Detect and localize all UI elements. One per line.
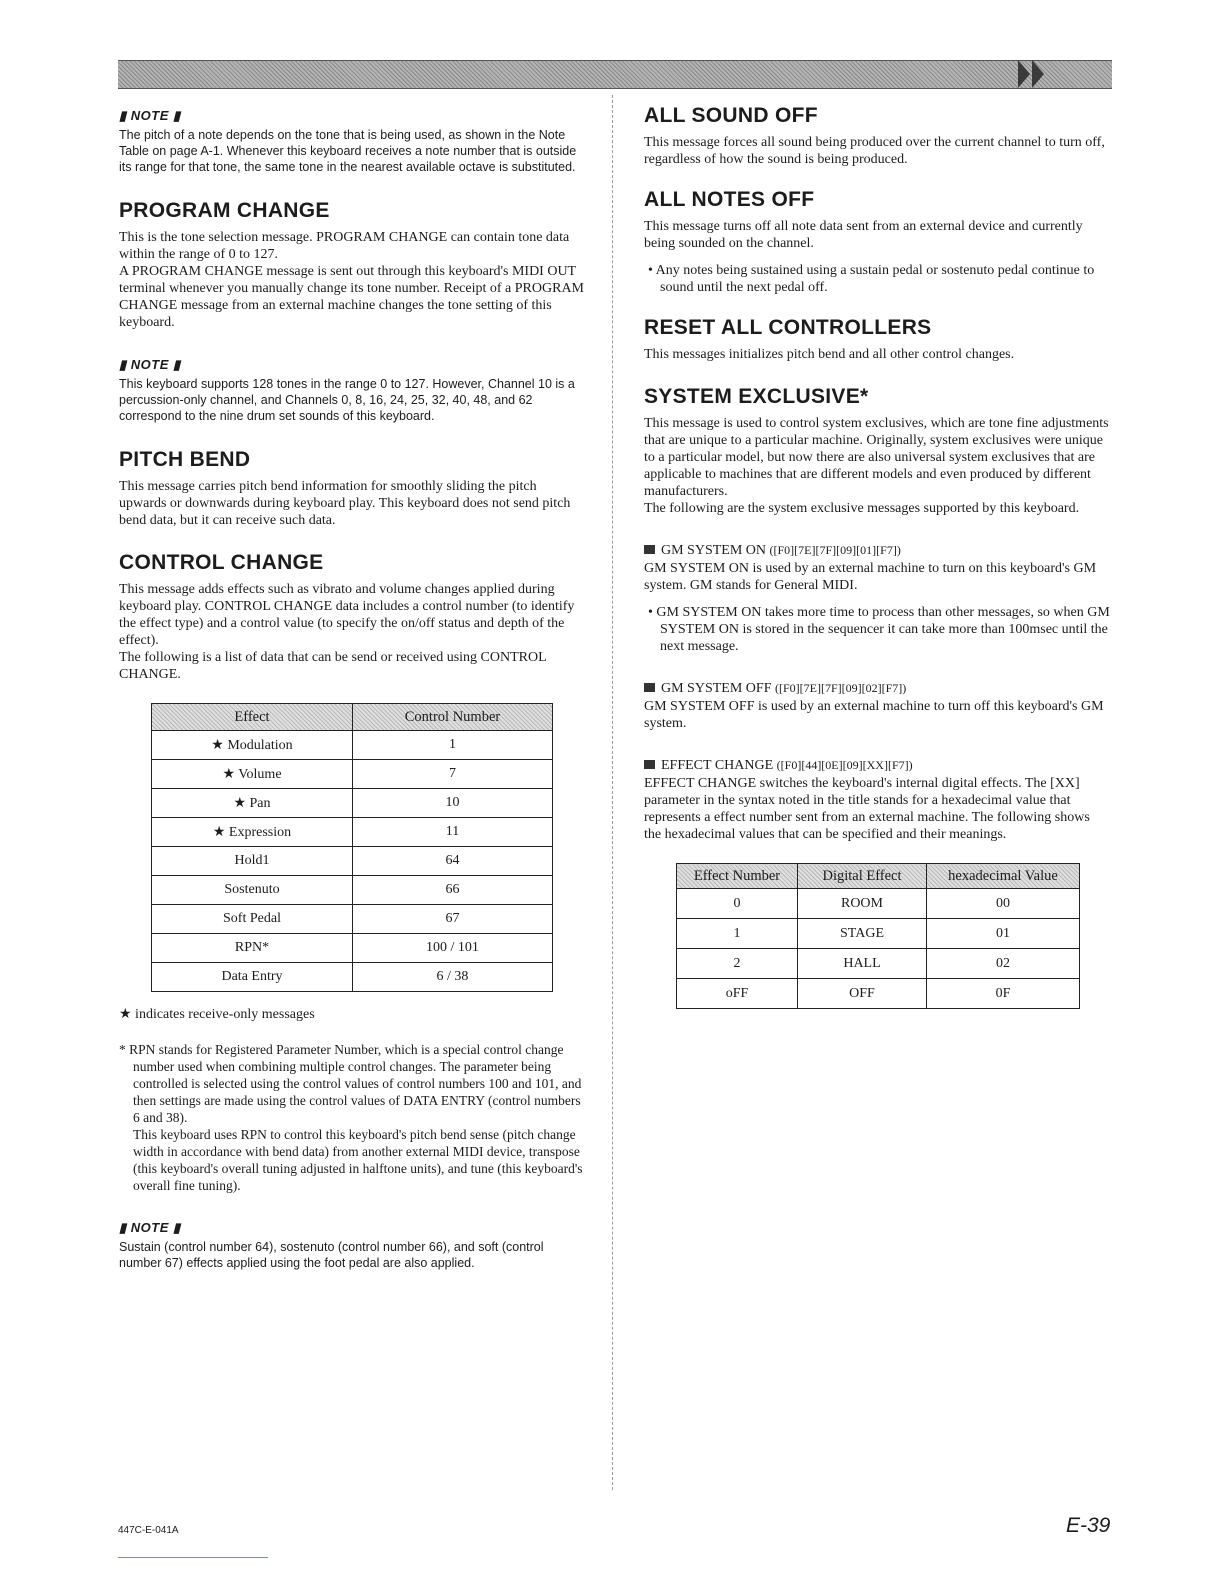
section-title-all-sound-off: ALL SOUND OFF [644,104,818,127]
banner-arrow-icon [1018,60,1030,88]
paragraph: This message is used to control system exclusives, which are tone fine adjustments that are unique to a particular machine. Originally, system exclusives were unique to a particular model, but now there are also universal system exclusives that are applicable to machines that are different models and even produced by different manufacturers. [644,416,1109,499]
table-header-row [677,864,1080,889]
table-cell: 7 [353,760,553,789]
table-cell: 2 [677,949,798,979]
page-number: E-39 [1066,1514,1111,1537]
table-row [677,889,1080,919]
note-icon: ▮ [119,357,131,372]
table-cell: 67 [353,905,553,934]
table-cell: 1 [353,731,553,760]
table-cell: Data Entry [152,963,353,992]
table-cell: RPN* [152,934,353,963]
section-title-all-notes-off: ALL NOTES OFF [644,188,815,211]
receive-only-legend: ★ indicates receive-only messages [119,1007,315,1022]
document-code: 447C-E-041A [118,1525,179,1536]
table-cell: ★ Volume [152,760,353,789]
section-title-program-change: PROGRAM CHANGE [119,199,330,222]
table-row [677,979,1080,1009]
paragraph: This messages initializes pitch bend and all other control changes. [644,347,1015,362]
table-header-digital-effect: Digital Effect [798,864,927,889]
section-title-reset-all-controllers: RESET ALL CONTROLLERS [644,316,932,339]
note-heading: NOTE [130,1220,169,1235]
table-cell: Sostenuto [152,876,353,905]
left-column [119,100,584,1271]
table-header-effect: Effect [152,704,353,731]
right-column [644,100,1110,1009]
table-cell: 01 [927,919,1080,949]
bullet-item: • GM SYSTEM ON takes more time to process than other messages, so when GM SYSTEM ON is stored in the sequencer it can take more than 100msec until the next message. [648,605,1110,654]
table-cell: 00 [927,889,1080,919]
paragraph: This message turns off all note data sent from an external device and currently being sounded on the channel. [644,219,1083,251]
table-cell: 66 [353,876,553,905]
paragraph: A PROGRAM CHANGE message is sent out through this keyboard's MIDI OUT terminal whenever you manually change its tone number. Receipt of a PROGRAM CHANGE message from an external machine changes the tone setting of this keyboard. [119,264,585,330]
message-code: ([F0][44][0E][09][XX][F7]) [776,758,913,772]
table-cell: 64 [353,847,553,876]
note-block: ▮ NOTE ▮ This keyboard supports 128 tones in the range 0 to 127. However, Channel 10 is a percussion-only channel, and Channels 0, 8, 16, 24, 25, 32, 40, 48, and 62 correspond to the nine drum set sounds of this keyboard. [119,357,584,424]
note-icon: ▮ [119,1220,131,1235]
note-text: Sustain (control number 64), sostenuto (control number 66), and soft (control number 67) effects applied using the foot pedal are also applied. [119,1240,544,1270]
table-header-row [152,704,553,731]
table-cell: 0 [677,889,798,919]
table-row [152,847,553,876]
table-cell: 6 / 38 [353,963,553,992]
table-cell: 02 [927,949,1080,979]
table-row [677,919,1080,949]
table-cell: Hold1 [152,847,353,876]
table-cell: 11 [353,818,553,847]
table-row [152,731,553,760]
footer-rule [118,1557,268,1558]
table-cell: ROOM [798,889,927,919]
table-header-hex-value: hexadecimal Value [927,864,1080,889]
paragraph: GM SYSTEM ON is used by an external machine to turn on this keyboard's GM system. GM stands for General MIDI. [644,561,1097,593]
bullet-item: • Any notes being sustained using a sustain pedal or sostenuto pedal continue to sound until the next pedal off. [648,263,1095,295]
paragraph: This is the tone selection message. PROGRAM CHANGE can contain tone data within the range of 0 to 127. [119,230,570,262]
table-cell: ★ Expression [152,818,353,847]
paragraph: This message carries pitch bend information for smoothly sliding the pitch upwards or downwards during keyboard play. This keyboard does not send pitch bend data, but it can receive such data. [119,479,571,528]
control-number-table [151,703,553,992]
effect-value-table [676,863,1080,1009]
table-header-effect-number: Effect Number [677,864,798,889]
table-cell: STAGE [798,919,927,949]
note-text: This keyboard supports 128 tones in the range 0 to 127. However, Channel 10 is a percussion-only channel, and Channels 0, 8, 16, 24, 25, 32, 40, 48, and 62 correspond to the nine drum set sounds of this keyboard. [119,377,575,423]
table-cell: ★ Pan [152,789,353,818]
paragraph: EFFECT CHANGE switches the keyboard's internal digital effects. The [XX] parameter in the syntax noted in the title stands for a hexadecimal value that represents a effect number sent from an external machine. The following shows the hexadecimal values that can be specified and their meanings. [644,776,1090,842]
table-row [152,818,553,847]
rpn-footnote-continued: This keyboard uses RPN to control this keyboard's pitch bend sense (pitch change width in accordance with bend data) from another external MIDI device, transpose (this keyboard's overall tuning adjusted in halftone units), and tune (this keyboard's overall fine tuning). [133,1127,583,1193]
message-code: ([F0][7E][7F][09][02][F7]) [774,681,907,695]
paragraph: The following is a list of data that can be send or received using CONTROL CHANGE. [119,650,547,682]
note-block: ▮ NOTE ▮ Sustain (control number 64), sostenuto (control number 66), and soft (control number 67) effects applied using the foot pedal are also applied. [119,1220,584,1271]
column-divider [612,95,613,1490]
note-text: The pitch of a note depends on the tone that is being used, as shown in the Note Table on page A-1. Whenever this keyboard receives a note number that is outside its range for that tone, the same tone in the nearest available octave is substituted. [119,128,577,174]
square-bullet-icon [644,760,655,769]
table-row [152,760,553,789]
table-cell: 10 [353,789,553,818]
table-row [152,963,553,992]
note-heading: NOTE [130,357,169,372]
square-bullet-icon [644,545,655,554]
table-row [152,905,553,934]
table-cell: oFF [677,979,798,1009]
table-cell: OFF [798,979,927,1009]
table-row [152,789,553,818]
table-row [152,934,553,963]
paragraph: The following are the system exclusive messages supported by this keyboard. [644,501,1080,516]
section-title-pitch-bend: PITCH BEND [119,448,251,471]
message-code: ([F0][7E][7F][09][01][F7]) [769,543,901,557]
table-cell: ★ Modulation [152,731,353,760]
section-title-system-exclusive: SYSTEM EXCLUSIVE* [644,385,869,408]
table-row [677,949,1080,979]
section-title-control-change: CONTROL CHANGE [119,551,324,574]
note-heading: NOTE [130,108,169,123]
page-header-banner [118,60,1112,89]
banner-arrow-icon [1032,60,1044,88]
note-block: ▮ NOTE ▮ The pitch of a note depends on the tone that is being used, as shown in the Note Table on page A-1. Whenever this keyboard receives a note number that is outside its range for that tone, the same tone in the nearest available octave is substituted. [119,108,584,175]
square-bullet-icon [644,683,655,692]
paragraph: This message forces all sound being produced over the current channel to turn off, regardless of how the sound is being produced. [644,135,1105,167]
effect-change-heading: EFFECT CHANGE ([F0][44][0E][09][XX][F7]) [644,756,1110,775]
table-cell: Soft Pedal [152,905,353,934]
table-header-control-number: Control Number [353,704,553,731]
table-row [152,876,553,905]
table-cell: HALL [798,949,927,979]
note-icon: ▮ [119,108,131,123]
rpn-footnote: * RPN stands for Registered Parameter Number, which is a special control change number used when combining multiple control changes. The parameter being controlled is selected using the control values of control numbers 100 and 101, and then settings are made using the control values of DATA ENTRY (control numbers 6 and 38). [119,1042,582,1125]
table-cell: 1 [677,919,798,949]
paragraph: GM SYSTEM OFF is used by an external machine to turn off this keyboard's GM system. [644,699,1104,731]
paragraph: This message adds effects such as vibrato and volume changes applied during keyboard play. CONTROL CHANGE data includes a control number (to identify the effect type) and a control value (to specify the on/off status and depth of the effect). [119,582,575,648]
gm-system-on-heading: GM SYSTEM ON ([F0][7E][7F][09][01][F7]) [644,541,1110,560]
table-cell: 100 / 101 [353,934,553,963]
gm-system-off-heading: GM SYSTEM OFF ([F0][7E][7F][09][02][F7]) [644,679,1110,698]
table-cell: 0F [927,979,1080,1009]
